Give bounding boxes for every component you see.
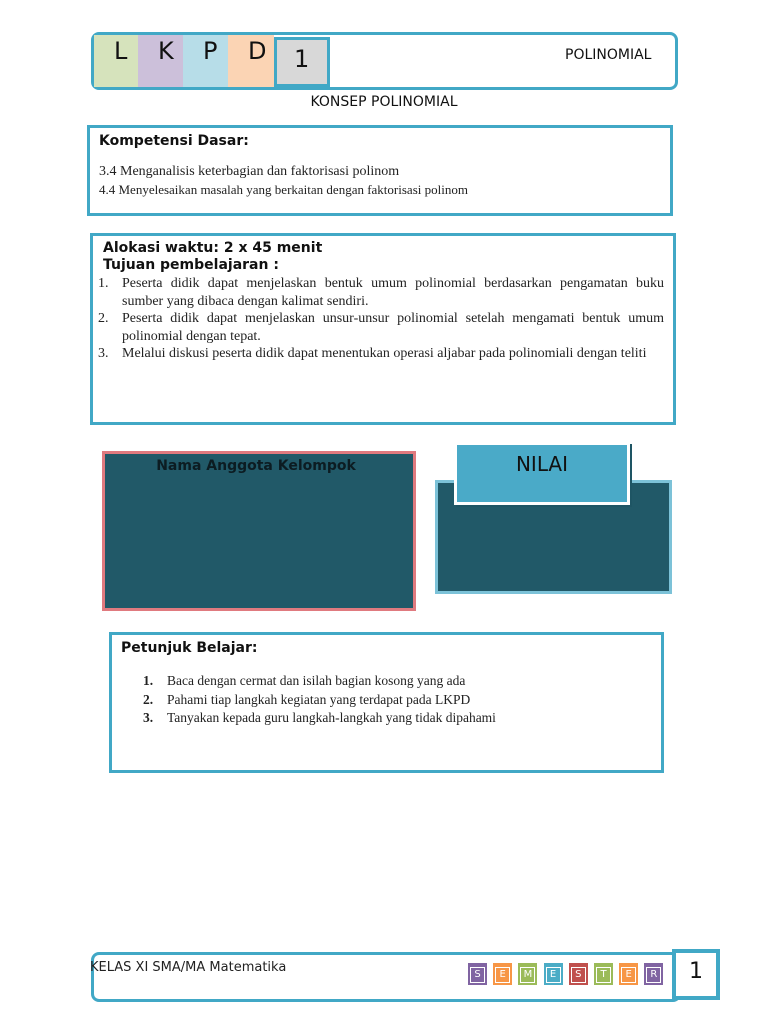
header-letter-k: K [138,35,183,87]
group-members-label: Nama Anggota Kelompok [156,458,356,474]
alokasi-waktu: Alokasi waktu: 2 x 45 menit [103,240,323,256]
semester-letter [569,963,588,985]
list-item [98,345,664,363]
list-number: 2. [143,691,154,707]
semester-letter [544,963,563,985]
list-item [98,275,664,310]
semester-letter [468,963,487,985]
group-members-box[interactable] [102,451,416,611]
semester-letter [518,963,537,985]
list-item [143,709,496,728]
semester-letter [644,963,663,985]
list-text: Pahami tiap langkah kegiatan yang terdapat pada LKPD [167,691,471,707]
list-text: Tanyakan kepada guru langkah-langkah yang tidak dipahami [167,710,496,725]
list-number: 1. [143,673,154,688]
semester-letter [619,963,638,985]
kompetensi-item: 3.4 Menganalisis keterbagian dan faktorisasi polinom [99,164,400,179]
header-letter-p: P [183,35,228,87]
semester-letter-text: E [546,967,561,983]
list-item [98,310,664,345]
semester-letter-text: T [596,967,611,983]
list-text: Peserta didik dapat menjelaskan bentuk umum polinomial berdasarkan pengamatan buku sumber yang dibaca dengan kalimat sendiri. [122,276,664,309]
semester-letter-text: E [621,967,636,983]
kompetensi-heading: Kompetensi Dasar: [99,133,249,149]
petunjuk-list [143,672,496,728]
list-item [143,691,496,710]
semester-letter-text: M [520,967,535,983]
header-number: 1 [274,37,330,87]
list-text: Peserta didik dapat menjelaskan unsur-unsur polinomial setelah mengamati bentuk umum polinomial dengan tepat. [122,311,664,344]
semester-letter-text: S [470,967,485,983]
list-number: 3. [143,710,154,725]
kompetensi-item: 4.4 Menyelesaikan masalah yang berkaitan dengan faktorisasi polinom [99,182,468,197]
petunjuk-heading: Petunjuk Belajar: [121,640,258,656]
header-letter-l: L [94,35,138,87]
list-number: 3. [98,346,109,361]
list-text: Melalui diskusi peserta didik dapat menentukan operasi aljabar pada polinomiali dengan teliti [122,346,647,361]
page-number: 1 [672,949,720,1000]
tujuan-list [98,275,664,363]
semester-letter [493,963,512,985]
semester-letter [594,963,613,985]
footer-class-label: KELAS XI SMA/MA Matematika [90,960,287,975]
score-label: NILAI [454,442,630,505]
list-number: 1. [98,276,109,291]
list-item [143,672,496,691]
semester-letter-text: E [495,967,510,983]
header-letter-d: D [228,35,274,87]
header-topic: POLINOMIAL [565,47,652,63]
semester-letter-text: R [646,967,661,983]
tujuan-heading: Tujuan pembelajaran : [103,257,279,273]
semester-letter-text: S [571,967,586,983]
page-title: KONSEP POLINOMIAL [310,94,458,110]
list-text: Baca dengan cermat dan isilah bagian kosong yang ada [167,673,466,688]
list-number: 2. [98,311,109,326]
